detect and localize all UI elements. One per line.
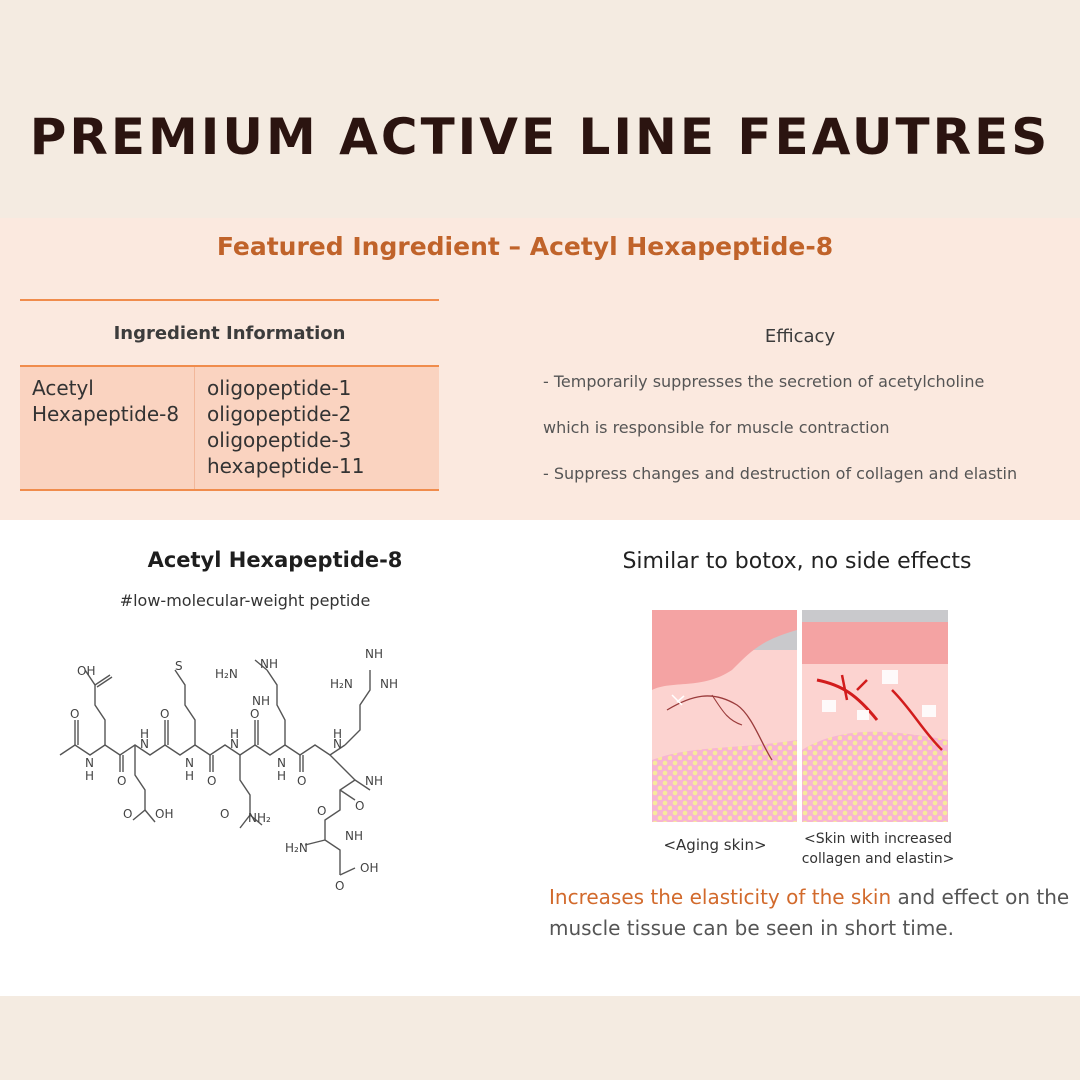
molecule-tag: #low-molecular-weight peptide [119, 591, 371, 610]
atom-label: O [335, 879, 345, 893]
ingredient-components [207, 375, 364, 479]
table-top-rule [20, 299, 439, 301]
atom-label: NH [252, 694, 270, 708]
page-title: PREMIUM ACTIVE LINE FEAUTRES [29, 108, 1051, 166]
benefit-highlight: Increases the elasticity of the skin [549, 885, 892, 909]
atom-label: NH [365, 647, 383, 661]
atom-label: O [355, 799, 365, 813]
atom-label: NH [365, 774, 383, 788]
aging-skin-panel [652, 610, 797, 822]
atom-label: N [185, 756, 194, 770]
benefit-statement [549, 882, 1074, 944]
atom-label: H [140, 727, 150, 741]
healthy-skin-caption [793, 829, 963, 869]
atom-label: NH₂ [248, 811, 271, 825]
ingredient-name [32, 375, 192, 427]
ingredient-table [20, 299, 439, 492]
atom-label: O [220, 807, 230, 821]
molecule-structure-diagram [55, 640, 405, 905]
efficacy-line: - Temporarily suppresses the secretion of acetylcholine [543, 372, 985, 391]
atom-label: O [123, 807, 133, 821]
atom-label: OH [155, 807, 174, 821]
healthy-skin-panel [802, 610, 948, 822]
atom-label: N [277, 756, 286, 770]
atom-label: N [230, 737, 239, 751]
molecule-bonds [60, 660, 370, 875]
table-heading: Ingredient Information [113, 323, 346, 344]
atom-label: H [333, 727, 343, 741]
atom-label: NH [345, 829, 363, 843]
table-bottom-rule [20, 489, 439, 491]
list-item: hexapeptide-11 [207, 454, 365, 478]
atom-label: H [85, 769, 95, 783]
atom-label: O [317, 804, 327, 818]
list-item: oligopeptide-3 [207, 428, 352, 452]
atom-label: OH [77, 664, 96, 678]
atom-label: H₂N [330, 677, 353, 691]
atom-label: N [333, 737, 342, 751]
comparison-title: Similar to botox, no side effects [622, 549, 972, 574]
atom-label: O [160, 707, 170, 721]
efficacy-heading: Efficacy [764, 326, 836, 347]
list-item: oligopeptide-1 [207, 376, 352, 400]
atom-label: O [207, 774, 217, 788]
list-item: oligopeptide-2 [207, 402, 352, 426]
panel-divider [797, 610, 802, 822]
atom-label: OH [360, 861, 379, 875]
atom-label: N [85, 756, 94, 770]
featured-ingredient-title: Featured Ingredient – Acetyl Hexapeptide-8 [216, 232, 834, 261]
atom-label: O [70, 707, 80, 721]
molecule-atom-labels [70, 647, 398, 893]
atom-label: NH [260, 657, 278, 671]
atom-label: NH [380, 677, 398, 691]
header-band [0, 0, 1080, 218]
atom-label: N [140, 737, 149, 751]
efficacy-line: - Suppress changes and destruction of collagen and elastin [543, 464, 1018, 483]
aging-skin-caption: <Aging skin> [663, 836, 767, 854]
caption-line: collagen and elastin> [801, 851, 955, 867]
molecule-title: Acetyl Hexapeptide-8 [147, 548, 403, 572]
atom-label: O [297, 774, 307, 788]
atom-label: S [175, 659, 183, 673]
efficacy-line: which is responsible for muscle contraction [543, 418, 890, 437]
benefit-rest: and effect on the muscle tissue can be seen in short time. [549, 885, 1070, 940]
atom-label: O [250, 707, 260, 721]
ingredient-name-line1: Acetyl [32, 376, 94, 400]
atom-label: O [117, 774, 127, 788]
caption-line: <Skin with increased [804, 831, 952, 847]
footer-band [0, 996, 1080, 1080]
atom-label: H [230, 727, 240, 741]
skin-comparison-illustration [652, 610, 948, 822]
ingredient-name-line2: Hexapeptide-8 [32, 402, 180, 426]
atom-label: H₂N [285, 841, 308, 855]
atom-label: H [277, 769, 287, 783]
atom-label: H [185, 769, 195, 783]
table-column-divider [194, 367, 195, 489]
atom-label: H₂N [215, 667, 238, 681]
